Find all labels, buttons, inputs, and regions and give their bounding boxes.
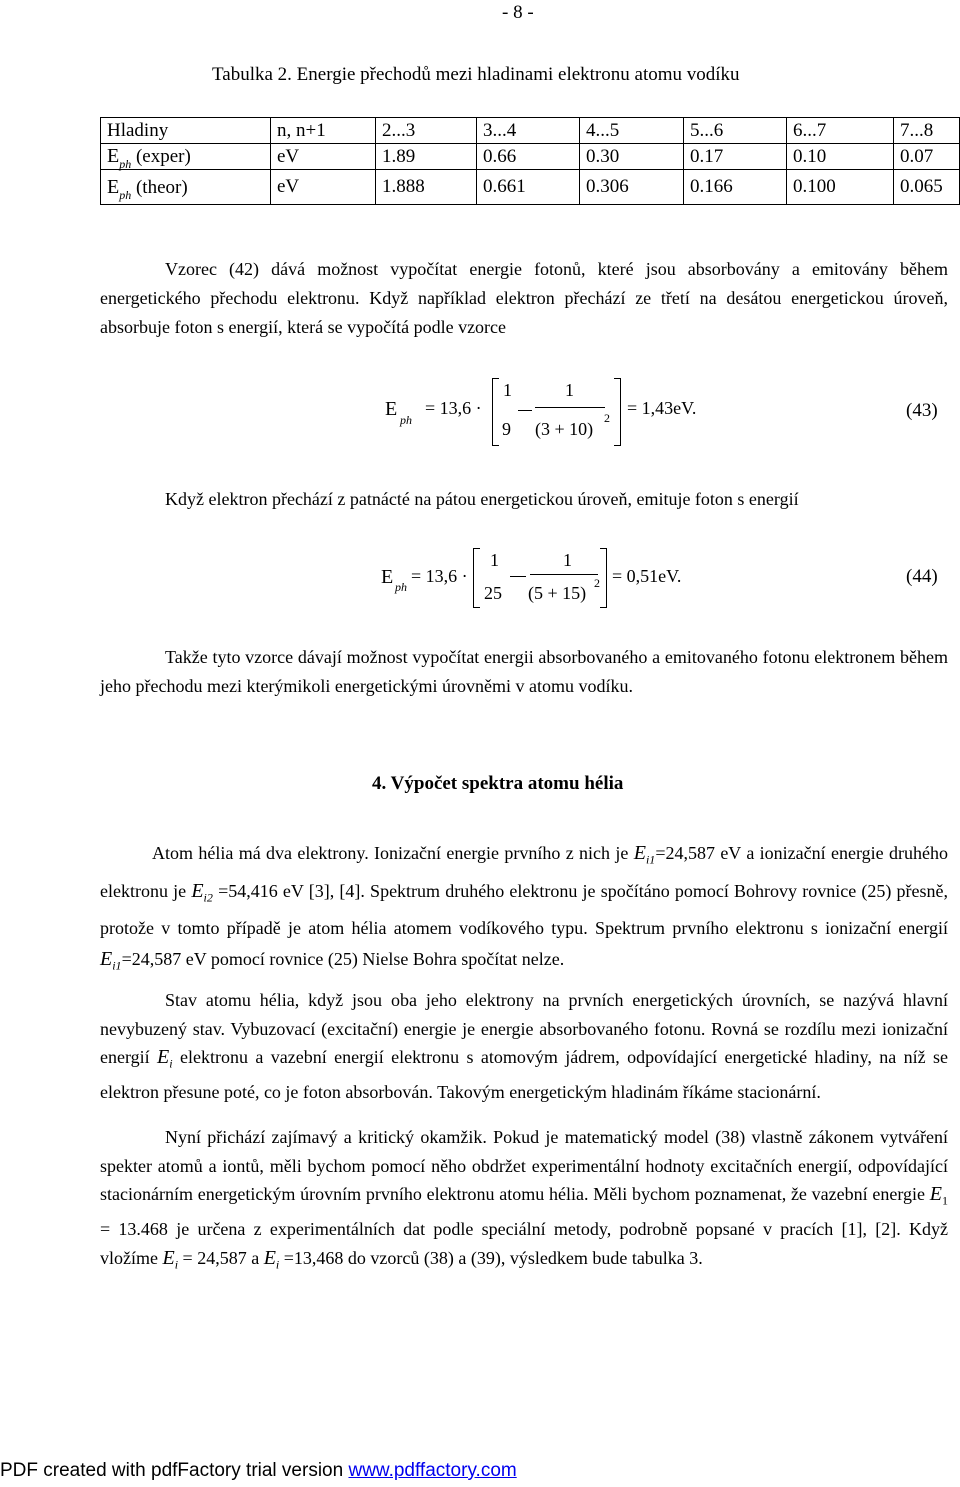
bracket-left [492,378,499,446]
table-cell: 0.17 [684,144,787,170]
table-cell: 4...5 [580,118,684,144]
table-cell: 0.07 [894,144,960,170]
table-cell: 5...6 [684,118,787,144]
energy-symbol: E [162,1246,175,1269]
eq-den2: (3 + 10) [535,419,594,439]
eq-lhs-sub: ph [400,413,412,427]
bracket-left [473,548,480,608]
eq-num1: 1 [490,550,499,570]
table-cell-label [101,170,271,205]
table-cell: 1.89 [376,144,477,170]
eq-exponent: 2 [604,411,610,425]
paragraph-1: Vzorec (42) dává možnost vypočítat energie fotonů, které jsou absorbovány a emitovány během energetického přechodu elektronu. Když například elektron přechází ze třetí na desátou energetickou úroveň, absorbuje foton s energií, která se vypočítá podle vzorce [100,259,948,337]
eq-coef: = 13,6 · [425,398,482,418]
eq-exponent: 2 [594,576,600,590]
text-run: =24,587 eV pomocí rovnice (25) Nielse Bohra spočítat nelze. [121,949,565,970]
energy-subscript: i [169,1056,173,1071]
text-run: Atom hélia má dva elektrony. Ionizační energie prvního z nich je [152,843,634,863]
energy-symbol: E [100,948,113,971]
energy-symbol: E [107,145,120,167]
table-cell: 0.065 [894,170,960,205]
eq-lhs-sub: ph [395,580,407,594]
table-cell: 0.166 [684,170,787,205]
energy-table [100,117,960,205]
eq-den1: 25 [484,583,502,603]
table-cell: 2...3 [376,118,477,144]
table-cell: 0.661 [477,170,580,205]
section-heading: 4. Výpočet spektra atomu hélia [372,773,624,794]
row-label: (exper) [131,146,191,167]
row-label: (theor) [131,176,188,198]
eq-lhs: E [385,398,398,420]
energy-symbol: E [157,1046,170,1068]
energy-subscript: i [174,1257,179,1272]
text-run: Nyní přichází zajímavý a kritický okamžik. Pokud je matematický model (38) vlastně zákonem vytváření spekter atomů a iontů, měli bychom pomocí něho obdržet experimentální hodnoty excitačních energií, odpovídající stacionárním energetickým úrovním prvního elektronu atomu hélia. Měli bychom poznamenat, že vazební energie [100,1127,948,1204]
text-run: =13,468 do vzorců (38) a (39), výsledkem bude tabulka 3. [279,1247,703,1268]
energy-subscript: ph [119,157,132,171]
energy-symbol: E [191,879,204,902]
eq-den1: 9 [502,419,511,439]
pdf-footer [0,1460,517,1482]
table-row-header [101,118,960,144]
page-number: - 8 - [502,2,534,23]
text-run: elektronu a vazební energií elektronu s atomovým jádrem, odpovídající energetické hladiny, na níž se elektron přesune poté, co je foton absorbován. Takovým energetickým hladinám říkáme stacionární. [100,1047,948,1103]
energy-symbol: E [107,175,120,198]
paragraph-3: Takže tyto vzorce dávají možnost vypočítat energii absorbovaného a emitovaného fotonu elektronem během jeho přechodu mezi kterýmikoli energetickými úrovněmi v atomu vodíku. [100,647,948,696]
table-row-exper [101,144,960,170]
energy-subscript: i1 [645,852,656,867]
table-cell: 6...7 [787,118,894,144]
paragraph-2: Když elektron přechází z patnácté na pátou energetickou úroveň, emituje foton s energií [165,489,799,509]
energy-symbol: E [929,1183,942,1205]
table-cell: 0.66 [477,144,580,170]
eq-num1: 1 [503,380,512,400]
energy-subscript: i [275,1257,280,1272]
text-run: =24,587 eV a ionizační energie druhého elektronu je [100,843,948,901]
table-cell: eV [271,144,376,170]
table-cell: n, n+1 [271,118,376,144]
table-cell: 0.10 [787,144,894,170]
table-cell: 3...4 [477,118,580,144]
table-cell: 0.30 [580,144,684,170]
eq-result: = 1,43eV. [627,398,697,418]
table-cell: Hladiny [101,118,271,144]
energy-symbol: E [633,842,646,864]
eq-num2: 1 [565,380,574,400]
table-cell: 1.888 [376,170,477,205]
energy-symbol: E [263,1246,276,1269]
table-cell: 0.100 [787,170,894,205]
equation-number: (44) [906,566,938,587]
energy-subscript: i2 [203,890,213,905]
table-cell: eV [271,170,376,205]
table-cell: 7...8 [894,118,960,144]
table-caption: Tabulka 2. Energie přechodů mezi hladinami elektronu atomu vodíku [212,64,740,85]
text-run: = 24,587 a [178,1247,264,1268]
eq-num2: 1 [563,550,572,570]
eq-result: = 0,51eV. [612,566,682,586]
equation-number: (43) [906,400,938,421]
eq-den2: (5 + 15) [528,583,587,603]
paragraph-4 [100,838,948,982]
fraction-bar [535,407,605,408]
text-run: je určena z experimentálních dat podle speciální metody, podrobně popsané v pracích [1], [2]. Když vložíme [100,1219,948,1268]
text-run: Stav atomu hélia, když jsou oba jeho elektrony na prvních energetických úrovních, se nazývá hlavní nevybuzený stav. Vybuzovací (excitační) energie je energie absorbovaného fotonu. Rovná se rozdílu mezi ionizační energií [100,990,948,1067]
energy-subscript: i1 [112,958,122,973]
bracket-right [600,548,607,608]
eq-coef: = 13,6 · [411,566,468,586]
energy-subscript: 1 [942,1193,948,1208]
value-text: = 13.468 [100,1219,168,1240]
footer-link[interactable]: www.pdffactory.com [348,1460,517,1481]
text-run: =54,416 eV [3], [4]. Spektrum druhého elektronu je spočítáno pomocí Bohrovy rovnice (25) přesně, protože v tomto případě je atom hélia atomem vodíkového typu. Spektrum prvního elektronu s ionizační energií [100,880,949,939]
eq-lhs: E [381,566,394,588]
fraction-bar [530,574,598,575]
paragraph-6 [100,1123,948,1279]
footer-text: PDF created with pdfFactory trial version [0,1460,349,1481]
table-row-theor [101,170,960,205]
minus-sign [510,576,526,577]
paragraph-5 [100,986,948,1107]
minus-sign [518,410,532,411]
energy-subscript: ph [119,187,132,202]
table-cell-label [101,144,271,170]
table-cell: 0.306 [580,170,684,205]
bracket-right [614,378,621,446]
